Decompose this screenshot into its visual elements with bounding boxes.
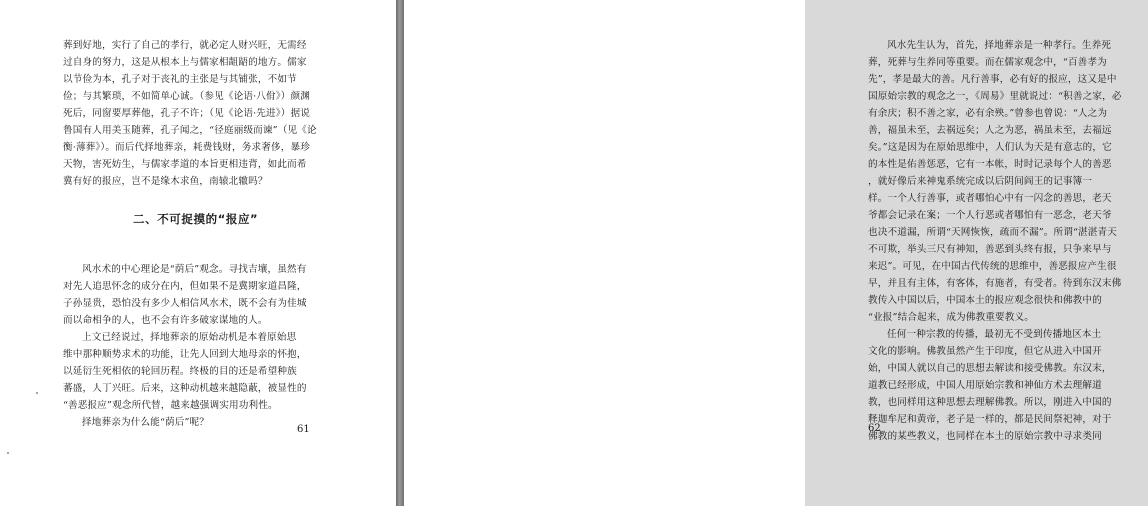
text-line: 蕃盛，人丁兴旺。后来，这种动机越来越隐蔽，被显性的 — [63, 383, 307, 394]
text-line: 不可欺，举头三尺有神知，善恶到头终有报，只争来早与 — [868, 244, 1112, 255]
text-line: 冀有好的报应，岂不是缘木求鱼，南辕北辙吗？ — [63, 176, 268, 187]
text-line: 的本性是佑善惩恶，它有一本帐，时时记录每个人的善恶 — [868, 159, 1112, 170]
text-line: 爷都会记录在案；一个人行恶或者哪怕有一恶念，老天爷 — [868, 210, 1112, 221]
right-body-text — [868, 37, 1148, 445]
text-line: 对先人追思怀念的成分在内，但如果不是冀期家道昌隆， — [63, 281, 307, 292]
text-line: 来迟”。可见，在中国古代传统的思维中，善恶报应产生很 — [868, 261, 1117, 272]
text-line: 风水术的中心理论是“荫后”观念。寻找吉壤，虽然有 — [82, 264, 307, 275]
text-line: 教传入中国以后，中国本土的报应观念很快和佛教中的 — [868, 295, 1102, 306]
left-top-paragraph — [63, 37, 333, 190]
text-line: “善恶报应”观念所代替，越来越强调实用功利性。 — [63, 400, 278, 411]
text-line: 风水先生认为，首先，择地葬亲是一种孝行。生养死 — [887, 40, 1112, 51]
text-line: 上文已经说过，择地葬亲的原始动机是本着原始思 — [82, 332, 297, 343]
left-page — [0, 0, 396, 506]
left-body-text — [63, 261, 333, 431]
text-line: 而以命相争的人，也不会有许多破家谋地的人。 — [63, 315, 268, 326]
text-line: 鲁国有人用美玉随葬，孔子闻之，“径庭丽级而谏”（见《论 — [63, 125, 317, 136]
text-line: 俭；与其繁琐，不如简单心诚。（参见《论语·八佾》）颜渊 — [63, 91, 310, 102]
scan-speck — [36, 392, 38, 394]
text-line: 维中那种顺势求术的功能，让先人回到大地母亲的怀抱， — [63, 349, 307, 360]
scan-speck — [7, 452, 9, 454]
text-line: 先”，孝是最大的善。凡行善事，必有好的报应，这又是中 — [868, 74, 1117, 85]
text-line: 释迦牟尼和黄帝，老子是一样的，都是民间祭祀神，对于 — [868, 414, 1112, 425]
text-line: 葬，死葬与生养同等重要。而在儒家观念中，“百善孝为 — [868, 57, 1107, 68]
text-line: 教，也同样用这种思想去理解佛教。所以，刚进入中国的 — [868, 397, 1112, 408]
text-line: 早，并且有主体，有客体，有施者，有受者。待到东汉末佛 — [868, 278, 1122, 289]
text-line: 衡·薄葬》）。而后代择地葬亲，耗费钱财，务求奢侈，暴珍 — [63, 142, 310, 153]
text-line: ，就好像后来神鬼系统完成以后阴间阎王的记事簿一 — [868, 176, 1093, 187]
page-number-right: 62 — [868, 423, 881, 434]
right-page — [404, 0, 1122, 506]
text-line: 任何一种宗教的传播，最初无不受到传播地区本土 — [887, 329, 1102, 340]
text-line: 样。一个人行善事，或者哪怕心中有一闪念的善思，老天 — [868, 193, 1112, 204]
text-line: “业报”结合起来，成为佛教重要教义。 — [868, 312, 1035, 323]
text-line: 佛教的某些教义，也同样在本土的原始宗教中寻求类同 — [868, 431, 1102, 442]
page-gutter — [396, 0, 404, 506]
text-line: 有余庆；积不善之家，必有余殃。”曾参也曾说：“人之为 — [868, 108, 1108, 119]
text-line: 子孙显贵，恐怕没有多少人相信风水术，既不会有为佳城 — [63, 298, 307, 309]
text-line: 善，福虽未至，去祸远矣；人之为恶，祸虽未至，去福远 — [868, 125, 1112, 136]
text-line: 以节俭为本，孔子对于丧礼的主张是与其铺张，不如节 — [63, 74, 297, 85]
text-line: 始，中国人就以自己的思想去解读和接受佛教。东汉末， — [868, 363, 1112, 374]
text-line: 也决不道漏，所谓“天网恢恢，疏而不漏”。所谓“湛湛青天 — [868, 227, 1118, 238]
section-heading: 二、不可捉摸的“报应” — [133, 212, 259, 226]
text-line: 以延衍生死相依的轮回历程。终极的目的还是希望种族 — [63, 366, 297, 377]
text-line: 过自身的努力，这是从根本上与儒家相龃龉的地方。儒家 — [63, 57, 307, 68]
text-line: 择地葬亲为什么能“荫后”呢？ — [82, 417, 210, 428]
page-number-left: 61 — [297, 424, 310, 435]
text-line: 矣。”这是因为在原始思维中，人们认为天是有意志的，它 — [868, 142, 1112, 153]
text-line: 天物，害死妨生，与儒家孝道的本旨更相违背，如此而希 — [63, 159, 307, 170]
text-line: 国原始宗教的观念之一，《周易》里就说过：“积善之家，必 — [868, 91, 1122, 102]
text-line: 道教已经形成，中国人用原始宗教和神仙方术去理解道 — [868, 380, 1102, 391]
text-line: 葬到好地，实行了自己的孝行，就必定人财兴旺，无需经 — [63, 40, 307, 51]
text-line: 文化的影响。佛教虽然产生于印度，但它从进入中国开 — [868, 346, 1102, 357]
text-line: 死后，同窗要厚葬他，孔子不许；（见《论语·先进》）据说 — [63, 108, 310, 119]
